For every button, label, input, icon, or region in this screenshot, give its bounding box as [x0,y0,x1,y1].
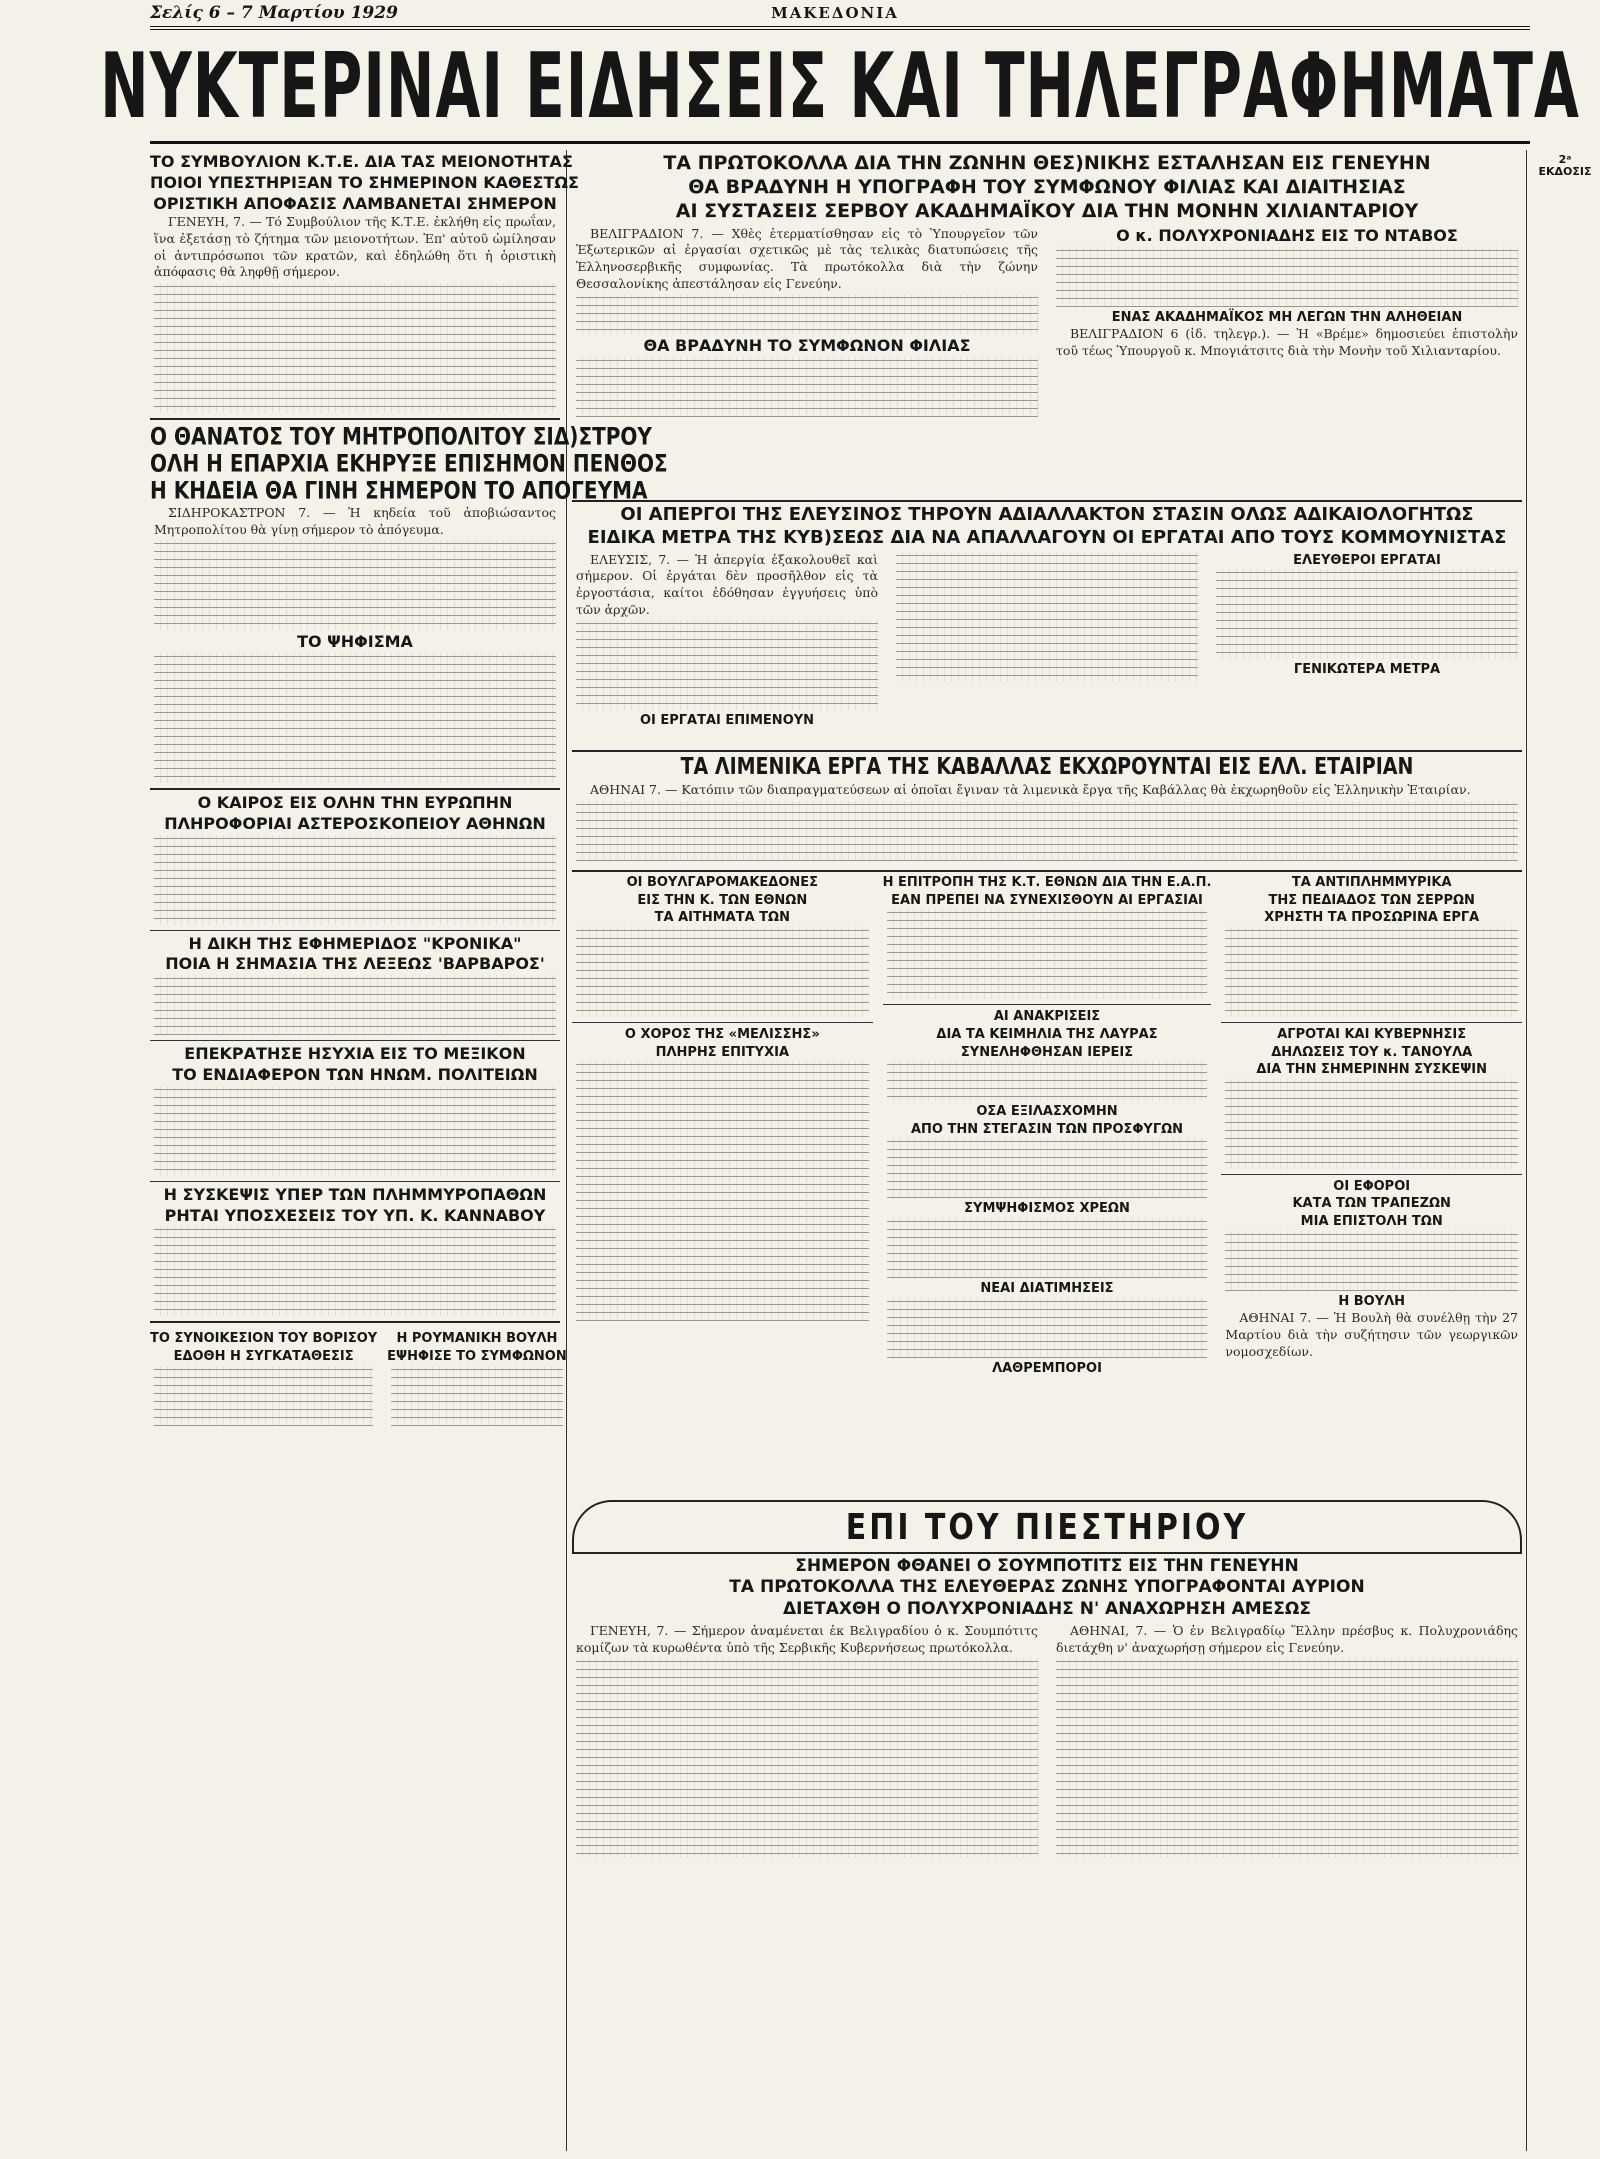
headline: Ο ΚΑΙΡΟΣ ΕΙΣ ΟΛΗΝ ΤΗΝ ΕΥΡΩΠΗΝ [197,792,513,812]
article-body [887,909,1208,999]
article-body [576,357,1038,417]
article-text: ΓΕΝΕΥΗ, 7. — Σήμερον ἀναμένεται ἐκ Βελιγραδίου ὁ κ. Σουμπότιτς κομίζων τὰ κυρωθέντα ὑπὸ τῆς Σερβικῆς Κυβερνήσεως πρωτόκολλα. [576,1623,1038,1655]
headline: ΠΛΗΡΗΣ ΕΠΙΤΥΧΙΑ [655,1044,790,1060]
paper-name: ΜΑΚΕΔΟΝΙΑ [771,4,899,22]
column-right-edge [1532,150,1598,2151]
headline: ΤΑ ΑΝΤΙΠΛΗΜΜΥΡΙΚΑ [1291,875,1452,890]
bottom-split [150,1328,567,1427]
divider [150,1181,560,1182]
article-text: ΑΘΗΝΑΙ 7. — Ἡ Βουλὴ θὰ συνέλθῃ τὴν 27 Μαρτίου διὰ τὴν συζήτησιν τῶν γεωργικῶν νομοσχεδίων. [1225,1310,1518,1359]
article-body [887,1138,1208,1198]
headline: Ο ΘΑΝΑΤΟΣ ΤΟΥ ΜΗΤΡΟΠΟΛΙΤΟΥ ΣΙΔ)ΣΤΡΟΥ [150,421,652,451]
stop-press-box [572,1500,1522,1554]
headline: ΣΥΜΨΗΦΙΣΜΟΣ ΧΡΕΩΝ [964,1201,1130,1217]
article-body [576,801,1518,861]
article-body [576,1061,869,1321]
mid-col-b [883,872,1212,1490]
headline: ΤΑ ΠΡΩΤΟΚΟΛΛΑ ΤΗΣ ΕΛΕΥΘΕΡΑΣ ΖΩΝΗΣ ΥΠΟΓΡΑΦΟΝΤΑΙ ΑΥΡΙΟΝ [729,1577,1365,1598]
article-text: ΣΙΔΗΡΟΚΑΣΤΡΟΝ 7. — Ἡ κηδεία τοῦ ἀποβιώσαντος Μητροπολίτου θὰ γίνῃ σήμερον τὸ ἀπόγευμα. [154,504,556,537]
article-body [576,620,878,710]
article-body [154,1366,373,1426]
headline: ΔΙΑ ΤΗΝ ΣΗΜΕΡΙΝΗΝ ΣΥΣΚΕΨΙΝ [1256,1062,1488,1078]
article-body [576,294,1038,334]
article-body [391,1366,563,1426]
kavala-story [572,750,1522,863]
headline: ΚΑΤΑ ΤΩΝ ΤΡΑΠΕΖΩΝ [1292,1196,1451,1212]
stop-press-title: ΕΠΙ ΤΟΥ ΠΙΕΣΤΗΡΙΟΥ [845,1506,1249,1549]
divider [883,1004,1212,1005]
headline: ΟΡΙΣΤΙΚΗ ΑΠΟΦΑΣΙΣ ΛΑΜΒΑΝΕΤΑΙ ΣΗΜΕΡΟΝ [153,193,557,213]
headline: ΑΓΡΟΤΑΙ ΚΑΙ ΚΥΒΕΡΝΗΣΙΣ [1277,1026,1467,1042]
headline: ΕΔΟΘΗ Η ΣΥΓΚΑΤΑΘΕΣΙΣ [173,1348,354,1364]
article-body [887,1298,1208,1358]
headline: Ο ΧΟΡΟΣ ΤΗΣ «ΜΕΛΙΣΣΗΣ» [624,1026,820,1042]
headline: ΤΗΣ ΠΕΔΙΑΔΟΣ ΤΩΝ ΣΕΡΡΩΝ [1268,892,1475,908]
middle-section [572,870,1522,1490]
article-body [887,1218,1208,1278]
strike-story [572,500,1522,730]
headline: ΠΟΙΟΙ ΥΠΕΣΤΗΡΙΞΑΝ ΤΟ ΣΗΜΕΡΙΝΟΝ ΚΑΘΕΣΤΩΣ [150,172,579,192]
headline: Η ΡΟΥΜΑΝΙΚΗ ΒΟΥΛΗ [396,1331,558,1347]
headline: Η ΚΗΔΕΙΑ ΘΑ ΓΙΝΗ ΣΗΜΕΡΟΝ ΤΟ ΑΠΟΓΕΥΜΑ [150,475,648,505]
article-body [1216,569,1518,659]
headline: ΤΑ ΑΙΤΗΜΑΤΑ ΤΩΝ [654,910,790,926]
headline: Η ΒΟΥΛΗ [1338,1293,1406,1309]
article-text: ΓΕΝΕΥΗ, 7. — Τό Συμβούλιον τῆς Κ.Τ.Ε. ἐκλήθη εἰς πρωΐαν, ἵνα ἐξετάσῃ τὸ ζήτημα τῶν μειονοτήτων. Ἐπ' αὐτοῦ ὡμίλησαν οἱ ἀντιπρόσωποι τῶν κρατῶν, καὶ ἐδηλώθη ὅτι ἡ ὁριστικὴ ἀπόφασις θὰ ληφθῇ σήμερον. [154,214,556,280]
divider [150,1321,560,1323]
headline: ΛΑΘΡΕΜΠΟΡΟΙ [992,1360,1102,1376]
article-body [154,1226,556,1316]
headline: Η ΕΠΙΤΡΟΠΗ ΤΗΣ Κ.Τ. ΕΘΝΩΝ ΔΙΑ ΤΗΝ Ε.Α.Π. [882,875,1212,890]
headline: ΤΟ ΕΝΔΙΑΦΕΡΟΝ ΤΩΝ ΗΝΩΜ. ΠΟΛΙΤΕΙΩΝ [172,1064,538,1084]
article-body [1056,1658,1518,1858]
subheading: ΤΟ ΨΗΦΙΣΜΑ [297,632,413,652]
article-text: ΒΕΛΙΓΡΑΔΙΟΝ 7. — Χθὲς ἐτερματίσθησαν εἰς τὸ Ὑπουργεῖον τῶν Ἐξωτερικῶν αἱ ἐργασίαι σχετικῶς μὲ τὰς τελικὰς διατυπώσεις τῆς Ἑλληνοσερβικῆς συμφωνίας. Τὰ πρωτόκολλα διὰ τὴν ζώνην Θεσσαλονίκης ἀπεστάλησαν εἰς Γενεύην. [576,225,1038,291]
headline: ΑΙ ΣΥΣΤΑΣΕΙΣ ΣΕΡΒΟΥ ΑΚΑΔΗΜΑΪΚΟΥ ΔΙΑ ΤΗΝ ΜΟΝΗΝ ΧΙΛΙΑΝΤΑΡΙΟΥ [675,199,1419,222]
headline: ΠΟΙΑ Η ΣΗΜΑΣΙΑ ΤΗΣ ΛΕΞΕΩΣ 'ΒΑΡΒΑΡΟΣ' [165,954,545,974]
headline: Η ΔΙΚΗ ΤΗΣ ΕΦΗΜΕΡΙΔΟΣ "ΚΡΟΝΙΚΑ" [188,933,522,953]
headline: ΣΗΜΕΡΟΝ ΦΘΑΝΕΙ Ο ΣΟΥΜΠΟΤΙΤΣ ΕΙΣ ΤΗΝ ΓΕΝΕΥΗΝ [795,1555,1299,1576]
subheading: ΓΕΝΙΚΩΤΕΡΑ ΜΕΤΡΑ [1293,662,1441,678]
mid-col-c [1221,872,1522,1490]
headline: ΧΡΗΣΤΗ ΤΑ ΠΡΟΣΩΡΙΝΑ ΕΡΓΑ [1264,910,1480,926]
headline: ΕΠΕΚΡΑΤΗΣΕ ΗΣΥΧΙΑ ΕΙΣ ΤΟ ΜΕΞΙΚΟΝ [184,1044,526,1064]
article-body [576,1658,1038,1858]
divider [150,1040,560,1041]
headline: ΣΥΝΕΛΗΦΘΗΣΑΝ ΙΕΡΕΙΣ [960,1044,1134,1060]
headline: ΡΗΤΑΙ ΥΠΟΣΧΕΣΕΙΣ ΤΟΥ ΥΠ. Κ. ΚΑΝΝΑΒΟΥ [164,1205,546,1225]
headline: ΕΙΣ ΤΗΝ Κ. ΤΩΝ ΕΘΝΩΝ [637,892,808,908]
article-body [154,1086,556,1176]
subheading: Ο κ. ΠΟΛΥΧΡΟΝΙΑΔΗΣ ΕΙΣ ΤΟ ΝΤΑΒΟΣ [1116,225,1458,245]
headline: ΔΙΕΤΑΧΘΗ Ο ΠΟΛΥΧΡΟΝΙΑΔΗΣ Ν' ΑΝΑΧΩΡΗΣΗ ΑΜΕΣΩΣ [783,1599,1311,1620]
headline: ΝΕΑΙ ΔΙΑΤΙΜΗΣΕΙΣ [980,1281,1114,1297]
article-body [154,540,556,630]
subheading: ΘΑ ΒΡΑΔΥΝΗ ΤΟ ΣΥΜΦΩΝΟΝ ΦΙΛΙΑΣ [643,336,971,356]
article-text: ΑΘΗΝΑΙ, 7. — Ὁ ἐν Βελιγραδίῳ Ἕλλην πρέσβυς κ. Πολυχρονιάδης διετάχθη ν' ἀναχωρήσῃ σήμερον εἰς Γενεύην. [1056,1623,1518,1655]
divider [150,930,560,931]
mid-col-a [572,872,873,1490]
column-left [150,150,668,2151]
headline: ΕΨΗΦΙΣΕ ΤΟ ΣΥΜΦΩΝΟΝ [387,1348,567,1364]
headline: ΟΛΗ Η ΕΠΑΡΧΙΑ ΕΚΗΡΥΞΕ ΕΠΙΣΗΜΟΝ ΠΕΝΘΟΣ [150,448,668,478]
banner [100,26,1580,144]
article-body [1056,247,1518,307]
headline: ΘΑ ΒΡΑΔΥΝΗ Η ΥΠΟΓΡΑΦΗ ΤΟΥ ΣΥΜΦΩΝΟΥ ΦΙΛΙΑΣ ΚΑΙ ΔΙΑΙΤΗΣΙΑΣ [688,175,1406,198]
headline: ΕΑΝ ΠΡΕΠΕΙ ΝΑ ΣΥΝΕΧΙΣΘΟΥΝ ΑΙ ΕΡΓΑΣΙΑΙ [891,892,1203,908]
headline: Η ΣΥΣΚΕΨΙΣ ΥΠΕΡ ΤΩΝ ΠΛΗΜΜΥΡΟΠΑΘΩΝ [163,1184,547,1204]
headline: ΔΗΛΩΣΕΙΣ ΤΟΥ κ. ΤΑΝΟΥΛΑ [1271,1044,1473,1060]
headline: ΟΙ ΕΦΟΡΟΙ [1333,1178,1411,1194]
date-line-bar [150,2,1520,24]
headline: ΤΑ ΛΙΜΕΝΙΚΑ ΕΡΓΑ ΤΗΣ ΚΑΒΑΛΛΑΣ ΕΚΧΩΡΟΥΝΤΑΙ ΕΙΣ ΕΛΛ. ΕΤΑΙΡΙΑΝ [680,753,1414,781]
article-body [154,975,556,1035]
headline: 2ᵃ ΕΚΔΟΣΙΣ [1538,153,1592,178]
divider [150,418,560,420]
article-text: ΒΕΛΙΓΡΑΔΙΟΝ 6 (ἰδ. τηλεγρ.). — Ἡ «Βρέμε» δημοσιεύει ἐπιστολὴν τοῦ τέως Ὑπουργοῦ κ. Μπογιάτσιτς διὰ τὴν Μονὴν τοῦ Χιλιανταρίου. [1056,326,1518,358]
headline: ΟΙ ΒΟΥΛΓΑΡΟΜΑΚΕΔΟΝΕΣ [626,875,819,890]
divider [150,788,560,790]
top-story [572,150,1522,419]
headline: ΠΛΗΡΟΦΟΡΙΑΙ ΑΣΤΕΡΟΣΚΟΠΕΙΟΥ ΑΘΗΝΩΝ [164,813,546,833]
banner-title: ΝΥΚΤΕΡΙΝΑΙ ΕΙΔΗΣΕΙΣ ΚΑΙ ΤΗΛΕΓΡΑΦΗΜΑΤΑ [100,32,1580,139]
date-line: Σελίς 6 – 7 Μαρτίου 1929 [150,3,398,23]
divider [1221,1174,1522,1175]
divider [1221,1022,1522,1023]
headline: ΤΟ ΣΥΜΒΟΥΛΙΟΝ Κ.Τ.Ε. ΔΙΑ ΤΑΣ ΜΕΙΟΝΟΤΗΤΑΣ [150,152,573,171]
article-body [154,653,556,783]
article-text: ΕΛΕΥΣΙΣ, 7. — Ἡ ἀπεργία ἐξακολουθεῖ καὶ σήμερον. Οἱ ἐργάται δὲν προσῆλθον εἰς τὰ ἐργοστάσια, καίτοι ἐδόθησαν ἐγγυήσεις ὑπὸ τῶν ἀρχῶν. [576,551,878,617]
article-body [154,283,556,413]
headline: ΤΟ ΣΥΝΟΙΚΕΣΙΟΝ ΤΟΥ ΒΟΡΙΣΟΥ [150,1331,378,1347]
article-body [1225,1079,1518,1169]
divider [572,1022,873,1023]
headline: ΟΙ ΑΠΕΡΓΟΙ ΤΗΣ ΕΛΕΥΣΙΝΟΣ ΤΗΡΟΥΝ ΑΔΙΑΛΛΑΚΤΟΝ ΣΤΑΣΙΝ ΟΛΩΣ ΑΔΙΚΑΙΟΛΟΓΗΤΩΣ [620,504,1474,525]
article-body [896,552,1198,682]
subheading: ΟΙ ΕΡΓΑΤΑΙ ΕΠΙΜΕΝΟΥΝ [639,713,815,729]
article-body [1225,927,1518,1017]
article-text: ΑΘΗΝΑΙ 7. — Κατόπιν τῶν διαπραγματεύσεων αἱ ὁποῖαι ἔγιναν τὰ λιμενικὰ ἔργα τῆς Καβάλλας θὰ ἐκχωρηθοῦν εἰς Ἑλληνικὴν Ἑταιρίαν. [590,781,1471,797]
headline: ΜΙΑ ΕΠΙΣΤΟΛΗ ΤΩΝ [1300,1214,1443,1230]
subheading: ΕΝΑΣ ΑΚΑΔΗΜΑΪΚΟΣ ΜΗ ΛΕΓΩΝ ΤΗΝ ΑΛΗΘΕΙΑΝ [1111,309,1463,325]
headline: ΑΠΟ ΤΗΝ ΣΤΕΓΑΣΙΝ ΤΩΝ ΠΡΟΣΦΥΓΩΝ [910,1121,1184,1137]
subheading: ΕΛΕΥΘΕΡΟΙ ΕΡΓΑΤΑΙ [1293,552,1441,568]
headline: ΟΣΑ ΕΞΙΛΑΣΧΟΜΗΝ [976,1104,1118,1120]
column-rule [1526,150,1527,2151]
stop-press [572,1500,1522,2150]
article-body [154,835,556,925]
headline: ΔΙΑ ΤΑ ΚΕΙΜΗΛΙΑ ΤΗΣ ΛΑΥΡΑΣ [936,1026,1158,1042]
article-body [1225,1231,1518,1291]
headline: ΤΑ ΠΡΩΤΟΚΟΛΛΑ ΔΙΑ ΤΗΝ ΖΩΝΗΝ ΘΕΣ)ΝΙΚΗΣ ΕΣΤΑΛΗΣΑΝ ΕΙΣ ΓΕΝΕΥΗΝ [663,152,1431,174]
article-body [887,1061,1208,1101]
headline: ΕΙΔΙΚΑ ΜΕΤΡΑ ΤΗΣ ΚΥΒ)ΣΕΩΣ ΔΙΑ ΝΑ ΑΠΑΛΛΑΓΟΥΝ ΟΙ ΕΡΓΑΤΑΙ ΑΠΟ ΤΟΥΣ ΚΟΜΜΟΥΝΙΣΤΑΣ [587,526,1507,548]
headline: ΑΙ ΑΝΑΚΡΙΣΕΙΣ [993,1009,1101,1025]
article-body [576,927,869,1017]
